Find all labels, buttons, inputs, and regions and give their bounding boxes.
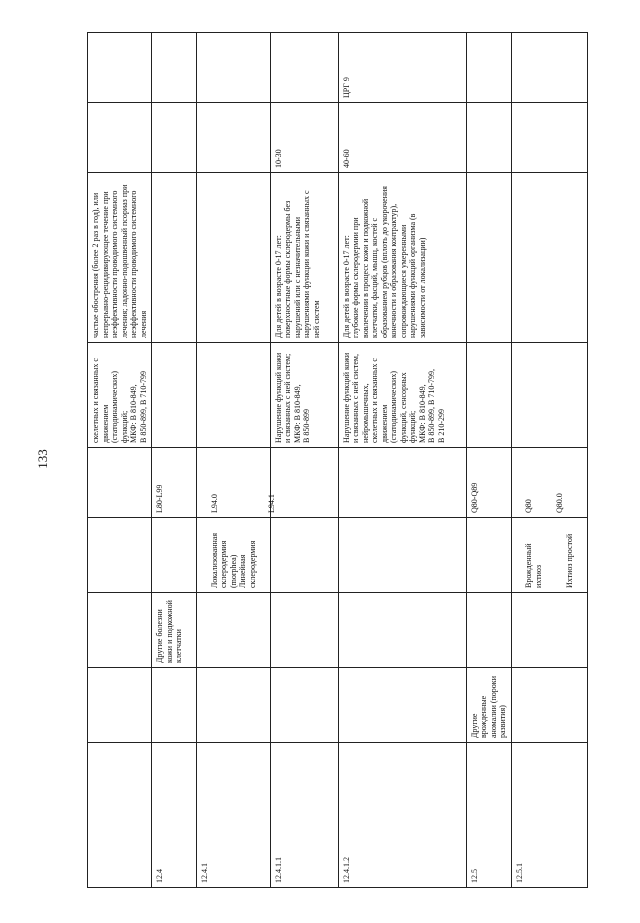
group-ref-cell [270,33,338,103]
function-impairment-cell [511,343,587,448]
icd-code-cell: L80-L99 [152,448,197,518]
icd-code: L94.1 [266,494,276,513]
group-cell: Другие врожденные аномалии (пороки развития) [466,668,511,743]
disease-cell [152,518,197,593]
disease-name: Врожденный ихтиоз [524,543,543,588]
row-number: 12.5.1 [511,743,587,888]
icd-code-cell [88,448,152,518]
class-cell [511,593,587,668]
percent-cell [511,103,587,173]
disease-name: Локализованная склеродермия (morphea) [209,532,238,588]
icd-code: L94.0 [209,494,219,513]
disease-name: Ихтиоз простой [564,533,574,588]
function-impairment-cell [152,343,197,448]
class-cell [197,593,271,668]
disease-name: Линейная склеродермия [238,540,257,588]
row-number: 12.5 [466,743,511,888]
disease-cell [270,518,338,593]
disease-cell [511,518,587,593]
group-cell [88,668,152,743]
disease-cell [88,518,152,593]
table-row [338,33,466,888]
criteria-cell: Для детей в возрасте 0-17 лет: глубокие формы склеродермии при вовлечении в процесс кожи и подкожной клетчатки, фасций, мышц, костей с образованием рубцов (вплоть до укорочения конечности и образования контрактур), сопровождающиеся умеренными нарушениями функций организма (в зависимости от локализации) [338,173,466,343]
group-ref-cell [511,33,587,103]
percent-cell [466,103,511,173]
class-cell [270,593,338,668]
criteria-cell [511,173,587,343]
percent-cell [88,103,152,173]
function-impairment-cell [197,343,271,448]
page-number: 133 [35,449,50,469]
table-row [270,33,338,888]
table-row [88,33,152,888]
table-row [466,33,511,888]
percent-cell [152,103,197,173]
criteria-cell [152,173,197,343]
class-cell [466,593,511,668]
class-cell [88,593,152,668]
row-number: 12.4.1 [197,743,271,888]
percent-cell: 10-30 [270,103,338,173]
group-ref-cell [197,33,271,103]
function-impairment-cell: Нарушение функций кожи и связанных с ней систем, нейромышечных, скелетных и связанных с движением (статодинамических) функций, сенсорных функций; МКФ: В 810-849, В 850-899, В 710-799, В 210-299 [338,343,466,448]
icd-code-cell [338,448,466,518]
group-cell [270,668,338,743]
table-row [511,33,587,888]
disease-cell [466,518,511,593]
icd-code: Q80.0 [555,493,564,513]
row-number: 12.4.1.2 [338,743,466,888]
icd-code: Q80 [524,499,533,513]
function-impairment-cell [466,343,511,448]
table-row [197,33,271,888]
icd-code-cell [270,448,338,518]
group-cell [511,668,587,743]
disease-cell [338,518,466,593]
disability-criteria-table [87,32,588,888]
criteria-cell [466,173,511,343]
group-ref-cell [466,33,511,103]
percent-cell: 40-60 [338,103,466,173]
criteria-cell: Для детей в возрасте 0-17 лет: поверхностные формы склеродермы без нарушений или с незначительными нарушениями функции кожи и связанных с ней систем [270,173,338,343]
group-cell [338,668,466,743]
row-number: 12.4 [152,743,197,888]
class-cell [338,593,466,668]
icd-code-cell [511,448,587,518]
row-number [88,743,152,888]
group-cell [152,668,197,743]
percent-cell [197,103,271,173]
criteria-cell [197,173,271,343]
rotated-table-container [87,33,582,888]
group-ref-cell [152,33,197,103]
group-ref-cell [88,33,152,103]
criteria-cell: частые обострения (более 2 раз в год), или непрерывно-рецидивирующее течение при неэффективности проводимого системного лечения; ладонно-подошвенный псориаз при неэффективности проводимого системного лечения [88,173,152,343]
table-row [152,33,197,888]
icd-code-cell [197,448,276,518]
group-ref-cell: ЦРГ 9 [338,33,466,103]
function-impairment-cell: Нарушение функций кожи и связанных с ней систем; МКФ: В 810-849, В 850-899 [270,343,338,448]
row-number: 12.4.1.1 [270,743,338,888]
group-cell [197,668,271,743]
icd-code-cell: Q80-Q89 [466,448,511,518]
disease-cell [197,518,271,593]
function-impairment-cell: скелетных и связанных с движением (статодинамических) функций; МКФ: В 810-849, В 850-899, В 710-799 [88,343,152,448]
class-cell: Другие болезни кожи и подкожной клетчатки [152,593,197,668]
